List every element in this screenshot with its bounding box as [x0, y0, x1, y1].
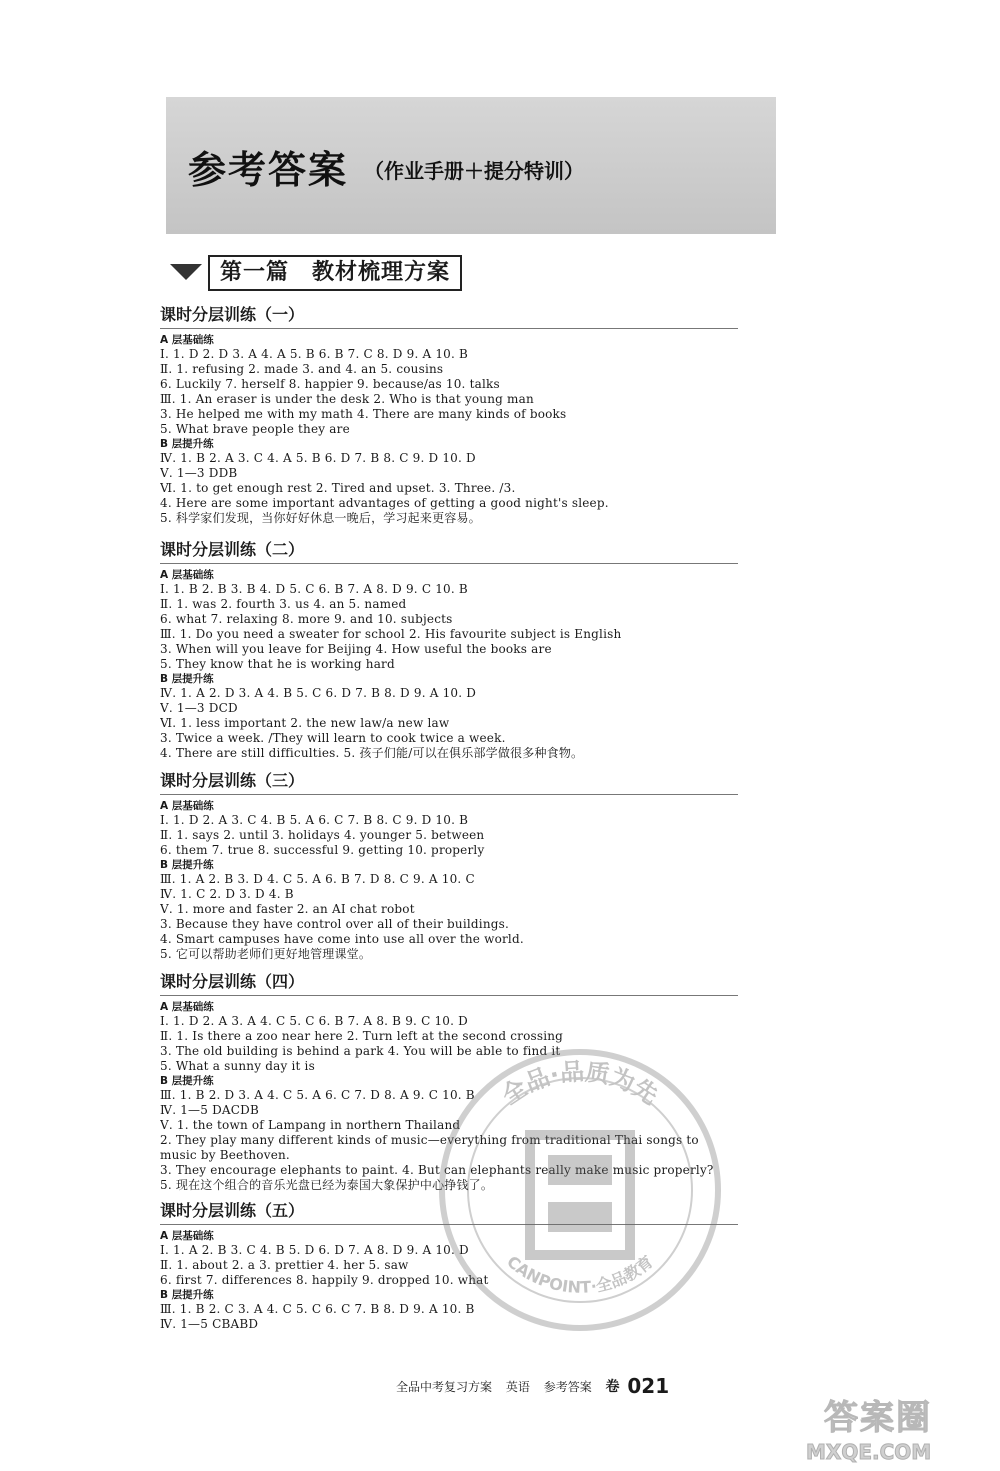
footer-section: 参考答案 [543, 1379, 592, 1394]
answer-line: Ⅰ. 1. D 2. D 3. A 4. A 5. B 6. B 7. C 8. D 9. A 10. B [160, 347, 469, 361]
answer-line: Ⅰ. 1. D 2. A 3. A 4. C 5. C 6. B 7. A 8. B 9. C 10. D [160, 1014, 468, 1028]
answer-line: 2. They play many different kinds of music—everything from traditional Thai songs to music by Beethoven. [160, 1133, 699, 1162]
answer-line: 6. them 7. true 8. successful 9. getting 10. properly [160, 843, 485, 857]
answer-line: 5. They know that he is working hard [160, 657, 395, 671]
answer-line: Ⅲ. 1. An eraser is under the desk 2. Who is that young man [160, 392, 534, 406]
answer-line: Ⅵ. 1. to get enough rest 2. Tired and upset. 3. Three. /3. [160, 481, 516, 495]
answer-line: Ⅲ. 1. B 2. D 3. A 4. C 5. A 6. C 7. D 8. A 9. C 10. B [160, 1088, 475, 1102]
page-subtitle: （作业手册＋提分特训） [364, 159, 584, 183]
answer-line: 6. what 7. relaxing 8. more 9. and 10. subjects [160, 612, 453, 626]
triangle-down-icon [168, 261, 204, 283]
level-heading: A 层基础练 [160, 334, 214, 346]
level-heading: A 层基础练 [160, 569, 214, 581]
answer-line: 5. What a sunny day it is [160, 1059, 315, 1073]
lesson-title: 课时分层训练（一） [160, 304, 738, 329]
level-heading: A 层基础练 [160, 1001, 214, 1013]
answer-line: 4. There are still difficulties. 5. 孩子们能/可以在俱乐部学做很多种食物。 [160, 746, 584, 760]
level-heading: B 层提升练 [160, 859, 214, 871]
level-heading: B 层提升练 [160, 1075, 214, 1087]
answer-line: Ⅴ. 1. more and faster 2. an AI chat robot [160, 902, 415, 916]
site-watermark [800, 1390, 990, 1468]
answer-line: Ⅱ. 1. refusing 2. made 3. and 4. an 5. cousins [160, 362, 444, 376]
part-heading [168, 255, 528, 289]
answer-line: Ⅱ. 1. Is there a zoo near here 2. Turn left at the second crossing [160, 1029, 564, 1043]
answer-line: Ⅲ. 1. A 2. B 3. D 4. C 5. A 6. B 7. D 8. C 9. A 10. C [160, 872, 475, 886]
answer-line: 5. What brave people they are [160, 422, 350, 436]
answer-line: Ⅴ. 1—3 DCD [160, 701, 238, 715]
answer-line: 6. Luckily 7. herself 8. happier 9. because/as 10. talks [160, 377, 500, 391]
answer-line: 4. Smart campuses have come into use all over the world. [160, 932, 524, 946]
footer-volume: 卷 [605, 1379, 620, 1395]
level-heading: A 层基础练 [160, 800, 214, 812]
lesson-title: 课时分层训练（四） [160, 971, 738, 996]
lesson-title: 课时分层训练（三） [160, 770, 738, 795]
answer-line: Ⅰ. 1. D 2. A 3. C 4. B 5. A 6. C 7. B 8. C 9. D 10. B [160, 813, 469, 827]
header-banner [166, 97, 776, 234]
lesson-title: 课时分层训练（五） [160, 1200, 738, 1225]
lesson-section-2 [160, 539, 738, 761]
answer-line: Ⅴ. 1—3 DDB [160, 466, 238, 480]
stamp-top-text: 全品·品质为先 [496, 1057, 664, 1111]
answer-line: 3. He helped me with my math 4. There are many kinds of books [160, 407, 567, 421]
page-number: 021 [627, 1374, 670, 1398]
answer-line: 5. 现在这个组合的音乐光盘已经为泰国大象保护中心挣钱了。 [160, 1178, 494, 1192]
seal-stamp [430, 1040, 730, 1340]
answer-line: Ⅱ. 1. about 2. a 3. prettier 4. her 5. saw [160, 1258, 409, 1272]
watermark-logo: 答案圈 [824, 1398, 932, 1438]
answer-line: Ⅳ. 1. A 2. D 3. A 4. B 5. C 6. D 7. B 8. D 9. A 10. D [160, 686, 477, 700]
answer-line: Ⅳ. 1—5 DACDB [160, 1103, 260, 1117]
answer-line: Ⅱ. 1. says 2. until 3. holidays 4. younger 5. between [160, 828, 485, 842]
stamp-bottom-text: CANPOINT·全品教育 [503, 1251, 657, 1297]
footer-subject: 英语 [505, 1379, 530, 1394]
answer-line: Ⅲ. 1. Do you need a sweater for school 2. His favourite subject is English [160, 627, 622, 641]
answer-line: Ⅳ. 1. B 2. A 3. C 4. A 5. B 6. D 7. B 8. C 9. D 10. D [160, 451, 476, 465]
answer-line: 3. When will you leave for Beijing 4. How useful the books are [160, 642, 552, 656]
answer-line: Ⅰ. 1. A 2. B 3. C 4. B 5. D 6. D 7. A 8. D 9. A 10. D [160, 1243, 469, 1257]
page-title: 参考答案 [188, 148, 349, 192]
answer-line: 3. The old building is behind a park 4. You will be able to find it [160, 1044, 561, 1058]
part-label: 第一篇 教材梳理方案 [208, 255, 462, 291]
answer-line: Ⅳ. 1—5 CBABD [160, 1317, 259, 1331]
answer-line: 5. 它可以帮助老师们更好地管理课堂。 [160, 947, 372, 961]
lesson-section-1 [160, 304, 738, 526]
answer-line: 3. Because they have control over all of their buildings. [160, 917, 510, 931]
level-heading: A 层基础练 [160, 1230, 214, 1242]
watermark-url: MXQE.COM [806, 1440, 932, 1464]
lesson-section-3 [160, 770, 738, 962]
answer-line: Ⅵ. 1. less important 2. the new law/a new law [160, 716, 450, 730]
answer-line: Ⅳ. 1. C 2. D 3. D 4. B [160, 887, 294, 901]
answer-line: Ⅴ. 1. the town of Lampang in northern Thailand [160, 1118, 461, 1132]
answer-line: Ⅱ. 1. was 2. fourth 3. us 4. an 5. named [160, 597, 407, 611]
page-footer [396, 1374, 736, 1400]
answer-line: 6. first 7. differences 8. happily 9. dropped 10. what [160, 1273, 489, 1287]
level-heading: B 层提升练 [160, 1289, 214, 1301]
lesson-title: 课时分层训练（二） [160, 539, 738, 564]
answer-line: Ⅰ. 1. B 2. B 3. B 4. D 5. C 6. B 7. A 8. D 9. C 10. B [160, 582, 468, 596]
answer-line: 5. 科学家们发现，当你好好休息一晚后，学习起来更容易。 [160, 511, 481, 525]
answer-line: 4. Here are some important advantages of getting a good night's sleep. [160, 496, 609, 510]
answer-line: 3. They encourage elephants to paint. 4. But can elephants really make music properly? [160, 1163, 714, 1177]
answer-line: 3. Twice a week. /They will learn to cook twice a week. [160, 731, 506, 745]
answer-line: Ⅲ. 1. B 2. C 3. A 4. C 5. C 6. C 7. B 8. D 9. A 10. B [160, 1302, 475, 1316]
level-heading: B 层提升练 [160, 673, 214, 685]
level-heading: B 层提升练 [160, 438, 214, 450]
footer-brand: 全品中考复习方案 [396, 1379, 493, 1394]
